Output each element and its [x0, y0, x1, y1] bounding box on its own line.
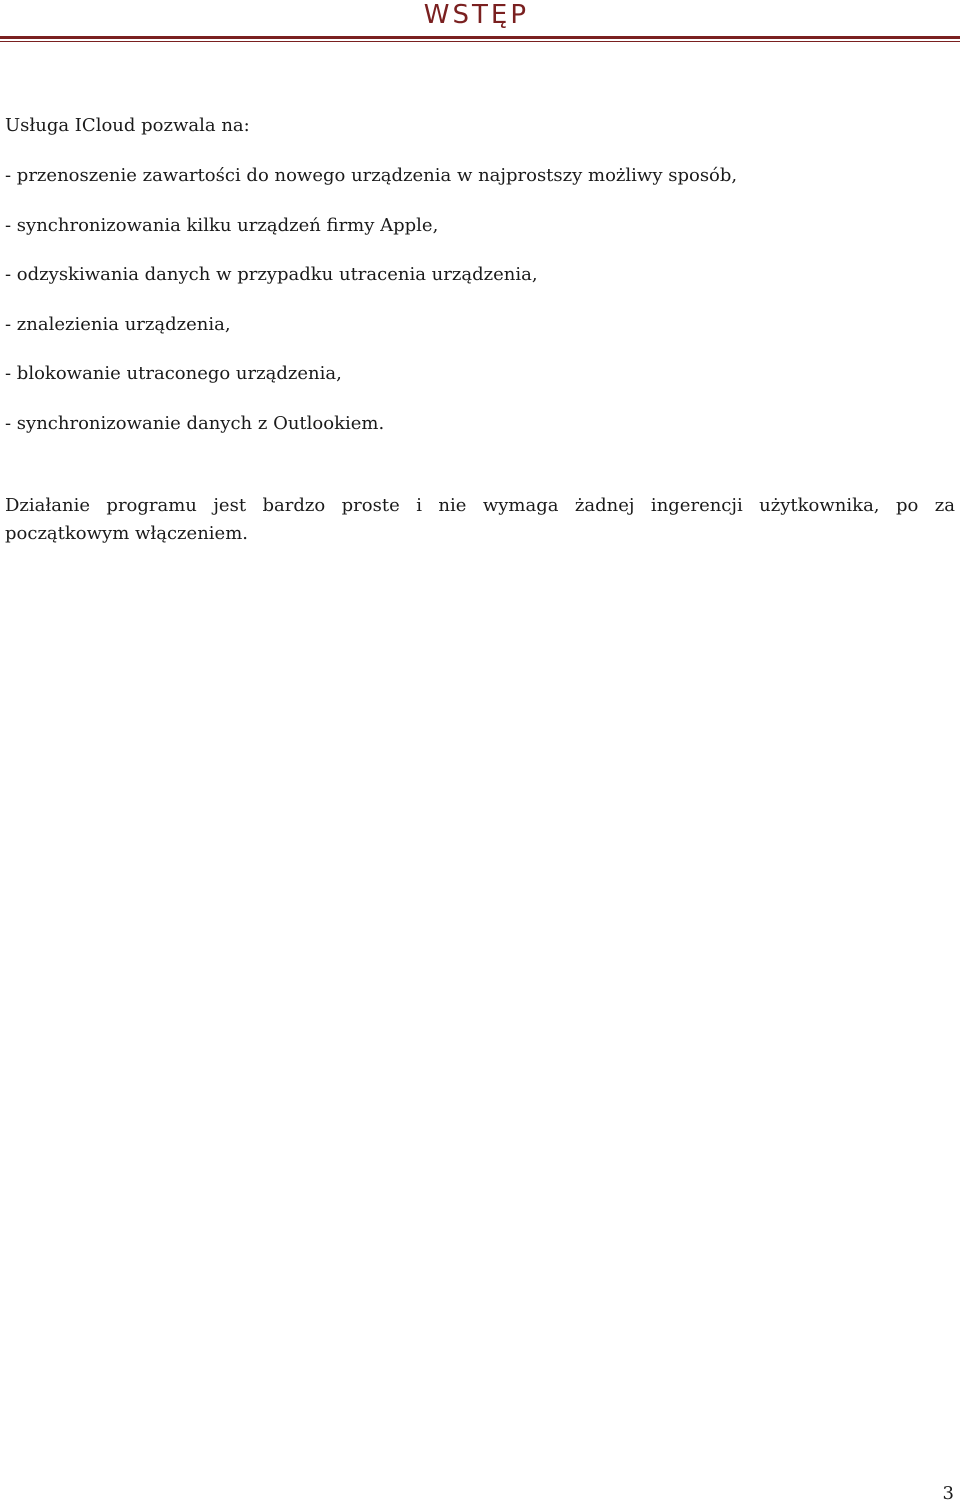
page-number: 3	[942, 1483, 954, 1504]
list-item: - blokowanie utraconego urządzenia,	[5, 363, 342, 384]
list-item: - synchronizowania kilku urządzeń firmy Apple,	[5, 214, 439, 236]
body-paragraph: Działanie programu jest bardzo proste i nie wymaga żadnej ingerencji użytkownika, po za początkowym włączeniem.	[5, 494, 955, 544]
list-item: - synchronizowanie danych z Outlookiem.	[5, 412, 385, 434]
intro-text: Usługa ICloud pozwala na:	[5, 115, 250, 136]
header-rule-thick	[0, 36, 960, 39]
list-item: - przenoszenie zawartości do nowego urządzenia w najprostszy możliwy sposób,	[5, 165, 738, 186]
list-item: - znalezienia urządzenia,	[5, 313, 231, 335]
list-item: - odzyskiwania danych w przypadku utracenia urządzenia,	[5, 264, 538, 285]
page-header	[0, 0, 960, 44]
document-body	[5, 112, 955, 548]
feature-list	[5, 162, 955, 438]
header-rule-thin	[0, 41, 960, 42]
page-title: WSTĘP	[423, 0, 529, 30]
